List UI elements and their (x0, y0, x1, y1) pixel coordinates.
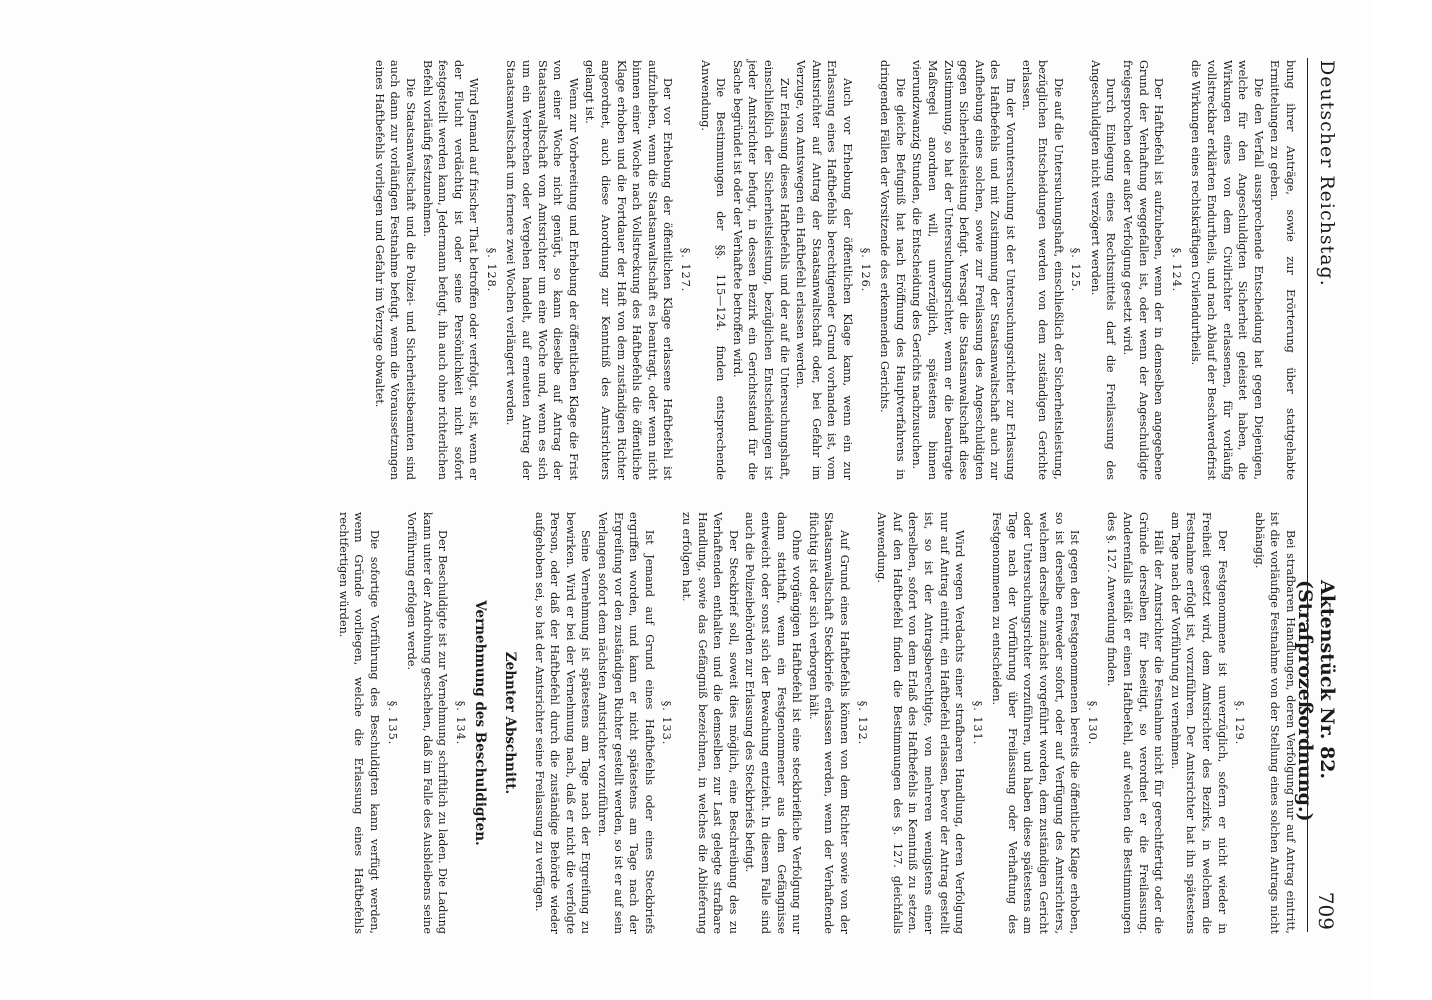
paragraph: Die Bestimmungen der §§. 115—124. finden entsprechende Anwendung. (698, 60, 728, 480)
paragraph: Wenn zur Vorbereitung und Erhebung der öffentlichen Klage die Frist von einer Woche nicht genügt, so kann dieselbe auf Antrag der Staatsanwaltschaft vom Amtsrichter um eine Woche und, wenn es sich um ein Verbrechen oder Vergehen handelt, auf erneuten Antrag der Staatsanwaltschaft um fernere zwei Wochen verlängert werden. (504, 60, 580, 480)
paragraph: Zur Erlassung dieses Haftbefehls und der auf die Untersuchungshaft, einschließlich der Sicherheitsleistung, bezüglichen Entscheidungen ist jeder Amtsrichter befugt, in dessen Bezirk ein Gerichtsstand für die Sache begründet ist oder der Verhaftete betroffen wird. (730, 60, 791, 480)
paragraph: Die den Verfall aussprechende Entscheidung hat gegen Diejenigen, welche für den Angeschuldigten Sicherheit geleistet haben, die Wirkungen eines von dem Civilrichter erlassenen, für vorläufig vollstreckbar erklärten Endurtheils, und nach Ablauf der Beschwerdefrist die Wirkungen eines rechtskräftigen Civilendurtheils. (1189, 60, 1265, 480)
paragraph: Der vor Erhebung der öffentlichen Klage erlassene Haftbefehl ist aufzuheben, wenn die Staatsanwaltschaft es beantragt, oder wenn nicht binnen einer Woche nach Vollstreckung des Haftbefehls die öffentliche Klage erhoben und die Fortdauer der Haft von dem zuständigen Richter angeordnet, auch diese Anordnung zur Kenntniß des Amtsrichters gelangt ist. (583, 60, 675, 480)
paragraph: Die gleiche Befugniß hat nach Eröffnung des Hauptverfahrens in dringenden Fällen der Vorsitzende des erkennenden Gerichts. (878, 60, 907, 480)
running-header (1294, 60, 1338, 930)
header-publication: Deutscher Reichstag. (1316, 60, 1338, 287)
section-number: §. 135. (385, 700, 399, 746)
paragraph: Ist gegen den Festgenommenen bereits die öffentliche Klage erhoben, so ist derselbe entweder sofort, oder auf Verfügung des Amtsrichters, welchem derselbe zunächst vorgeführt worden, dem zuständigen Gericht oder Untersuchungsrichter vorzuführen, und haben diese spätestens am Tage nach der Vorführung über Freilassung oder Verhaftung des Festgenommenen zu entscheiden. (990, 512, 1082, 934)
paragraph: Der Beschuldigte ist zur Vernehmung schriftlich zu laden. Die Ladung kann unter der Androhung geschehen, daß im Falle des Ausbleibens seine Vorführung erfolgen werde. (405, 512, 450, 934)
section-number: §. 131. (970, 700, 984, 746)
paragraph: Der Festgenommene ist unverzüglich, sofern er nicht wieder in Freiheit gesetzt wird, dem Amtsrichter des Bezirks, in welchem die Festnahme erfolgt ist, vorzuführen. Der Amtsrichter hat ihn spätestens am Tage nach der Vorführung zu vernehmen. (1168, 512, 1229, 934)
section-number: §. 129. (1233, 700, 1247, 746)
section-number: §. 126. (858, 247, 872, 293)
paragraph: Bei strafbaren Handlungen, deren Verfolgung nur auf Antrag eintritt, ist die vorläufige Festnahme von der Stellung eines solchen Antrags nicht abhängig. (1252, 512, 1297, 934)
text-column-right (334, 512, 1298, 934)
paragraph: Durch Einlegung eines Rechtsmittels darf die Freilassung des Angeschuldigten nicht verzögert werden. (1088, 60, 1118, 480)
section-number: §. 134. (453, 700, 467, 746)
section-number: §. 130. (1085, 700, 1099, 746)
section-number: §. 132. (855, 700, 869, 746)
paragraph: Im der Voruntersuchung ist der Untersuchungsrichter zur Erlassung des Haftbefehls und mit Zustimmung der Staatsanwaltschaft auch zur Aufhebung eines solchen, sowie zur Freilassung des Angeschuldigten gegen Sicherheitsleistung befugt. Versagt die Staatsanwaltschaft diese Zustimmung, so hat der Untersuchungsrichter, wenn er die beantragte Maßregel anordnen will, unverzüglich, spätestens binnen vierundzwanzig Stunden, die Entscheidung des Gerichts nachzusuchen. (910, 60, 1017, 480)
section-number: §. 133. (660, 700, 674, 746)
paragraph: Ist Jemand auf Grund eines Haftbefehls oder eines Steckbriefs ergriffen worden, und kann er nicht spätestens am Tage nach der Ergreifung vor den zuständigen Richter gestellt werden, so ist er auf sein Verlangen sofort dem nächsten Amtsrichter vorzuführen. (596, 512, 656, 934)
paragraph: Auch vor Erhebung der öffentlichen Klage kann, wenn ein zur Erlassung eines Haftbefehls berechtigender Grund vorhanden ist, vom Amtsrichter auf Antrag der Staatsanwaltschaft oder, bei Gefahr im Verzuge, von Amtswegen ein Haftbefehl erlassen werden. (794, 60, 854, 480)
paragraph: Der Steckbrief soll, soweit dies möglich, eine Beschreibung des zu Verhaftenden enthalten und die demselben zur Last gelegte strafbare Handlung, sowie das Gefängniß bezeichnen, in welches die Ablieferung zu erfolgen hat. (680, 512, 740, 934)
paragraph: Die sofortige Vorführung des Beschuldigten kann verfügt werden, wenn Gründe vorliegen, welche die Erlassung eines Haftbefehls rechtfertigen würden. (336, 512, 381, 934)
paragraph: Hält der Amtsrichter die Festnahme nicht für gerechtfertigt oder die Gründe derselben für beseitigt, so verordnet er die Freilassung. Anderenfalls erläßt er einen Haftbefehl, auf welchen die Bestimmungen des §. 127. Anwendung finden. (1105, 512, 1166, 934)
chapter-heading: Zehnter Abschnitt. (502, 651, 519, 795)
page-number: 709 (1314, 891, 1338, 930)
paragraph: Wird Jemand auf frischer That betroffen oder verfolgt, so ist, wenn er der Flucht verdächtig ist oder seine Persönlichkeit nicht sofort festgestellt werden kann, Jedermann befugt, ihn auch ohne richterlichen Befehl vorläufig festzunehmen. (420, 60, 481, 480)
section-number: §. 127. (679, 247, 693, 293)
paragraph: Wird wegen Verdachts einer strafbaren Handlung, deren Verfolgung nur auf Antrag eintritt, ein Haftbefehl erlassen, bevor der Antrag gestellt ist, so ist der Antragsberechtigte, von mehreren wenigstens einer derselben, sofort von dem Erlaß des Haftbefehls in Kenntniß zu setzen. Auf den Haftbefehl finden die Bestimmungen des §. 127. gleichfalls Anwendung. (875, 512, 967, 934)
header-document-title: Aktenstück Nr. 82. (Strafprozeßordnung.) (1294, 580, 1338, 822)
paragraph: Die Staatsanwaltschaft und die Polizei- und Sicherheitsbeamten sind auch dann zur vorläufigen Festnahme befugt, wenn die Voraussetzungen eines Haftbefehls vorliegen und Gefahr im Verzuge obwaltet. (372, 60, 417, 480)
header-rule (1307, 58, 1308, 932)
digitization-credit (1375, 0, 1432, 1000)
section-number: §. 128. (484, 247, 498, 293)
paragraph: Die auf die Untersuchungshaft, einschließlich der Sicherheitsleistung, bezüglichen Entscheidungen werden von dem zuständigen Gerichte erlassen. (1020, 60, 1065, 480)
paragraph: Seine Vernehmung ist spätestens am Tage nach der Ergreifung zu bewirken. Wird er bei der Vernehmung nach, daß er nicht die verfolgte Person, oder daß der Haftbefehl durch die zuständige Behörde wieder aufgehoben sei, so hat der Amtsrichter seine Freilassung zu verfügen. (532, 512, 593, 934)
section-number: §. 124. (1169, 247, 1183, 293)
paragraph: Der Haftbefehl ist aufzuheben, wenn der in demselben angegebene Grund der Verhaftung weggefallen ist, oder wenn der Angeschuldigte freigesprochen oder außer Verfolgung gesetzt wird. (1121, 60, 1166, 480)
paragraph: bung ihrer Anträge, sowie zur Erörterung über stattgehabte Ermittelungen zu geben. (1268, 60, 1297, 480)
chapter-heading: Vernehmung des Beschuldigten. (472, 600, 489, 846)
section-number: §. 125. (1069, 247, 1083, 293)
paragraph: Auf Grund eines Haftbefehls können von dem Richter sowie von der Staatsanwaltschaft Steckbriefe erlassen werden, wenn der Verhaftende flüchtig ist oder sich verborgen hält. (806, 512, 851, 934)
text-column-left (370, 60, 1298, 480)
paragraph: Ohne vorgängigen Haftbefehl ist eine steckbriefliche Verfolgung nur dann statthaft, wenn ein Festgenommener aus dem Gefängnisse entweicht oder sonst sich der Bewachung entzieht. In diesem Falle sind auch die Polizeibehörden zur Erlassung des Steckbriefs befugt. (743, 512, 804, 934)
